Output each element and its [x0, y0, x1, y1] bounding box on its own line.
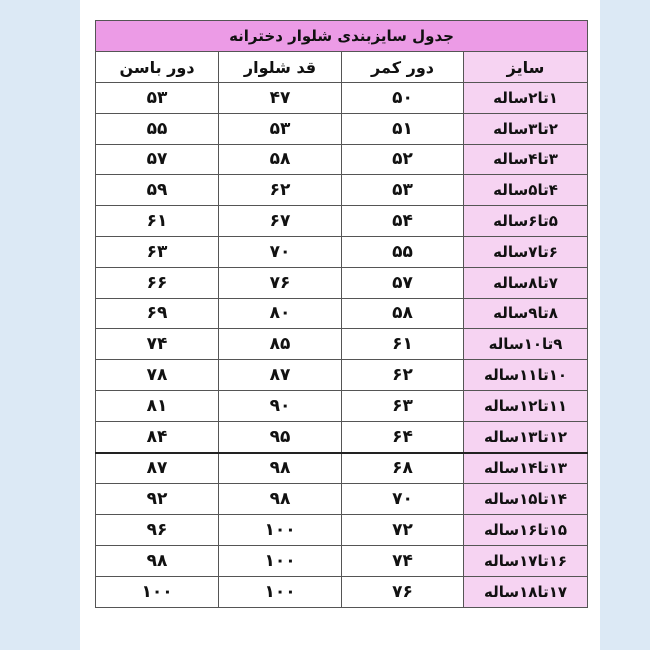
- length-cell: ۶۲: [219, 175, 342, 206]
- waist-cell: ۶۲: [342, 360, 464, 391]
- hip-cell: ۵۵: [96, 113, 219, 144]
- hip-cell: ۵۷: [96, 144, 219, 175]
- hip-cell: ۵۳: [96, 83, 219, 114]
- header-row: [96, 52, 588, 83]
- length-cell: ۸۰: [219, 298, 342, 329]
- size-cell: ۱۲تا۱۳ساله: [464, 421, 588, 452]
- hip-cell: ۶۱: [96, 206, 219, 237]
- length-cell: ۶۷: [219, 206, 342, 237]
- hip-cell: ۹۲: [96, 484, 219, 515]
- size-cell: ۶تا۷ساله: [464, 236, 588, 267]
- length-cell: ۵۸: [219, 144, 342, 175]
- waist-cell: ۷۰: [342, 484, 464, 515]
- length-cell: ۹۸: [219, 453, 342, 484]
- table-row: [96, 298, 588, 329]
- length-cell: ۹۸: [219, 484, 342, 515]
- length-cell: ۴۷: [219, 83, 342, 114]
- size-cell: ۱۵تا۱۶ساله: [464, 515, 588, 546]
- length-cell: ۸۷: [219, 360, 342, 391]
- header-waist: دور کمر: [342, 52, 464, 83]
- waist-cell: ۶۳: [342, 390, 464, 421]
- table-row: [96, 421, 588, 452]
- hip-cell: ۸۴: [96, 421, 219, 452]
- hip-cell: ۵۹: [96, 175, 219, 206]
- length-cell: ۷۰: [219, 236, 342, 267]
- hip-cell: ۷۴: [96, 329, 219, 360]
- waist-cell: ۶۱: [342, 329, 464, 360]
- length-cell: ۱۰۰: [219, 515, 342, 546]
- size-cell: ۹تا۱۰ساله: [464, 329, 588, 360]
- table-row: [96, 113, 588, 144]
- size-cell: ۱۴تا۱۵ساله: [464, 484, 588, 515]
- size-cell: ۱۰تا۱۱ساله: [464, 360, 588, 391]
- size-chart-table: [95, 20, 588, 608]
- table-row: [96, 390, 588, 421]
- size-cell: ۱تا۲ساله: [464, 83, 588, 114]
- table-row: [96, 267, 588, 298]
- header-size: سایز: [464, 52, 588, 83]
- waist-cell: ۵۵: [342, 236, 464, 267]
- size-cell: ۱۳تا۱۴ساله: [464, 453, 588, 484]
- table-row: [96, 144, 588, 175]
- waist-cell: ۵۲: [342, 144, 464, 175]
- waist-cell: ۵۰: [342, 83, 464, 114]
- length-cell: ۵۳: [219, 113, 342, 144]
- table-row: [96, 360, 588, 391]
- hip-cell: ۹۶: [96, 515, 219, 546]
- length-cell: ۹۰: [219, 390, 342, 421]
- waist-cell: ۵۴: [342, 206, 464, 237]
- table-row: [96, 206, 588, 237]
- waist-cell: ۷۴: [342, 545, 464, 576]
- size-cell: ۲تا۳ساله: [464, 113, 588, 144]
- waist-cell: ۷۶: [342, 576, 464, 607]
- table-row: [96, 175, 588, 206]
- hip-cell: ۷۸: [96, 360, 219, 391]
- hip-cell: ۹۸: [96, 545, 219, 576]
- size-cell: ۱۶تا۱۷ساله: [464, 545, 588, 576]
- table-row: [96, 83, 588, 114]
- hip-cell: ۶۹: [96, 298, 219, 329]
- size-cell: ۵تا۶ساله: [464, 206, 588, 237]
- hip-cell: ۶۶: [96, 267, 219, 298]
- waist-cell: ۶۸: [342, 453, 464, 484]
- table-row: [96, 515, 588, 546]
- hip-cell: ۸۱: [96, 390, 219, 421]
- table-title: جدول سایزبندی شلوار دخترانه: [96, 21, 588, 52]
- length-cell: ۱۰۰: [219, 545, 342, 576]
- header-length: قد شلوار: [219, 52, 342, 83]
- length-cell: ۹۵: [219, 421, 342, 452]
- size-cell: ۷تا۸ساله: [464, 267, 588, 298]
- table-row: [96, 453, 588, 484]
- table-row: [96, 545, 588, 576]
- table-row: [96, 576, 588, 607]
- waist-cell: ۵۳: [342, 175, 464, 206]
- length-cell: ۸۵: [219, 329, 342, 360]
- waist-cell: ۵۷: [342, 267, 464, 298]
- length-cell: ۱۰۰: [219, 576, 342, 607]
- waist-cell: ۵۸: [342, 298, 464, 329]
- size-cell: ۱۷تا۱۸ساله: [464, 576, 588, 607]
- table-row: [96, 236, 588, 267]
- header-hip: دور باسن: [96, 52, 219, 83]
- size-cell: ۱۱تا۱۲ساله: [464, 390, 588, 421]
- hip-cell: ۱۰۰: [96, 576, 219, 607]
- waist-cell: ۶۴: [342, 421, 464, 452]
- size-cell: ۳تا۴ساله: [464, 144, 588, 175]
- waist-cell: ۷۲: [342, 515, 464, 546]
- hip-cell: ۸۷: [96, 453, 219, 484]
- size-cell: ۴تا۵ساله: [464, 175, 588, 206]
- size-cell: ۸تا۹ساله: [464, 298, 588, 329]
- table-row: [96, 484, 588, 515]
- table-row: [96, 329, 588, 360]
- hip-cell: ۶۳: [96, 236, 219, 267]
- waist-cell: ۵۱: [342, 113, 464, 144]
- length-cell: ۷۶: [219, 267, 342, 298]
